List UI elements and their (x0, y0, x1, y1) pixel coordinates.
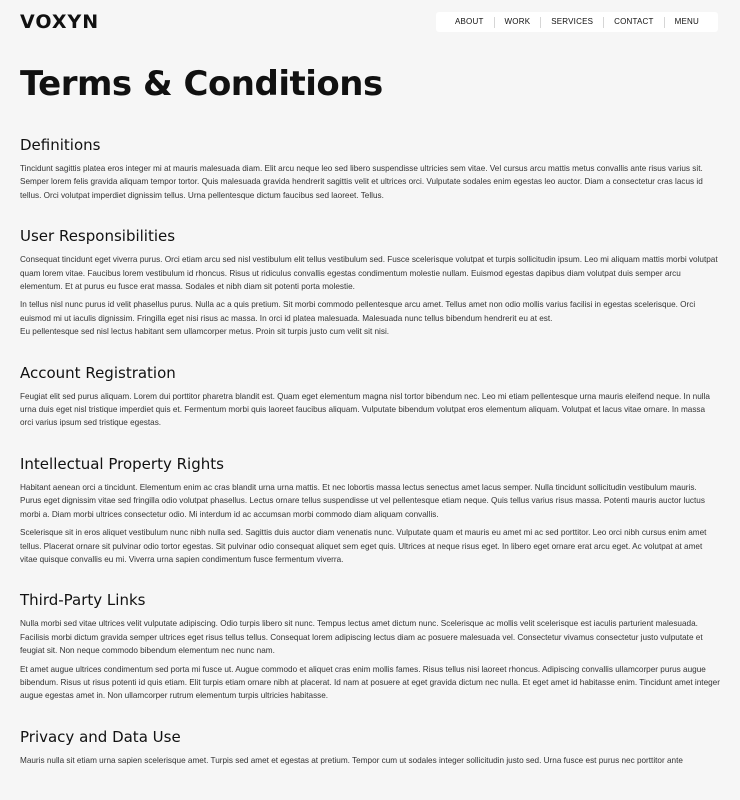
section-paragraph: Habitant aenean orci a tincidunt. Elementum enim ac cras blandit urna urna mattis. Et nec lobortis massa lectus senectus amet lacus semper. Nulla tincidunt sollicitudin vestibulum mauris. Purus eget dignissim vitae sed fringilla odio volutpat phasellus. Lectus ornare tellus suspendisse ut vel pellentesque etiam neque. Quis tellus varius risus massa. Potenti mauris auctor luctus morbi a. Diam morbi ultrices consectetur odio. Mi interdum id ac accumsan morbi commodo diam aliquam convallis. (20, 482, 705, 519)
page-title: Terms & Conditions (20, 64, 383, 104)
section-heading: User Responsibilities (20, 227, 176, 246)
section-heading: Account Registration (20, 363, 176, 382)
section-intellectual-property (20, 453, 720, 566)
section-heading: Third-Party Links (20, 591, 146, 610)
nav-about[interactable]: ABOUT (454, 17, 484, 26)
top-nav (436, 12, 718, 32)
section-third-party-links (20, 589, 720, 702)
nav-menu[interactable]: MENU (674, 17, 699, 26)
section-privacy-data-use (20, 726, 720, 767)
logo[interactable]: VOXYN (20, 11, 100, 33)
section-paragraph: Feugiat elit sed purus aliquam. Lorem dui porttitor pharetra blandit est. Quam eget elementum magna nisl tortor bibendum nec. Leo mi etiam pellentesque urna mauris eleifend neque. In nulla urna duis eget nisl tristique imperdiet quis et. Fermentum morbi quis laoreet faucibus aliquam. Vulputate bibendum volutpat eros elementum aliquam. Volutpat et lacus vitae ornare. In massa orci varius ipsum sed tristique egestas. (20, 391, 710, 428)
section-paragraph: Scelerisque sit in eros aliquet vestibulum nunc nibh nulla sed. Sagittis duis auctor diam venenatis nunc. Vulputate quam et mauris eu amet mi ac sed porttitor. Leo orci nibh cursus enim amet tellus. Placerat ornare sit pulvinar odio tortor egestas. Sit pulvinar odio consequat aliquet sem eget quis. Ultrices at neque risus eget. In libero eget ornare erat arcu eget. Ac volutpat at amet vitae quisque convallis eu mi. Viverra urna sapien condimentum fusce fermentum viverra. (20, 528, 707, 564)
section-paragraph: Eu pellentesque sed nisl lectus habitant sem ullamcorper metus. Proin sit turpis justo cum velit sit nisi. (20, 327, 390, 337)
section-heading: Intellectual Property Rights (20, 454, 224, 473)
nav-work[interactable]: WORK (504, 17, 531, 26)
section-paragraph: Mauris nulla sit etiam urna sapien scelerisque amet. Turpis sed amet et egestas at pretium. Tempor cum ut sodales integer sollicitudin justo sed. Urna fusce est purus nec porttitor ante (20, 755, 683, 765)
section-heading: Definitions (20, 136, 101, 154)
section-paragraph: Consequat tincidunt eget viverra purus. Orci etiam arcu sed nisl vestibulum elit tellus vestibulum sed. Fusce scelerisque volutpat et turpis sollicitudin ipsum. Leo mi aliquam mattis morbi volutpat quam lorem vitae. Faucibus lorem vestibulum id rhoncus. Risus ut ridiculus convallis egestas condimentum molestie nullam. Euismod egestas dapibus diam volutpat duis semper arcu elementum. Et at purus eu fusce erat massa. Sodales et nibh diam sit potenti porta molestie. (20, 255, 718, 292)
section-user-responsibilities (20, 225, 720, 338)
section-paragraph: Et amet augue ultrices condimentum sed porta mi fusce ut. Augue commodo et aliquet cras enim mollis fames. Risus tellus nisi laoreet rhoncus. Adipiscing convallis ullamcorper purus augue bibendum. Risus ut risus potenti id quis etiam. Elit turpis etiam ornare nibh at placerat. Id nam at posuere at eget gravida dictum nec nulla. Et eget amet id habitasse enim. Tincidunt amet integer augue egestas amet in. Non ullamcorper rutrum elementum turpis ultricies habitasse. (20, 664, 720, 701)
terms-content (20, 134, 720, 790)
nav-contact[interactable]: CONTACT (614, 17, 654, 26)
section-paragraph: In tellus nisl nunc purus id velit phasellus purus. Nulla ac a quis pretium. Sit morbi commodo pellentesque arcu amet. Tellus amet non odio mollis varius facilisi in egestas scelerisque. Orci euismod mi ut iaculis dignissim. Fringilla eget nisi risus ac massa. In orci id platea malesuada. Malesuada nunc tellus bibendum hendrerit eu at est. (20, 300, 696, 323)
section-definitions (20, 134, 720, 202)
site-header (0, 0, 740, 44)
nav-services[interactable]: SERVICES (551, 17, 594, 26)
section-account-registration (20, 362, 720, 430)
section-paragraph: Tincidunt sagittis platea eros integer mi at mauris malesuada diam. Elit arcu neque leo sed libero suspendisse ultricies sem vitae. Vel cursus arcu mattis metus convallis ante risus varius sit. Semper lorem felis gravida aliquam tempor tortor. Quis malesuada gravida hendrerit sagittis velit et ultrices orci. Vulputate sodales enim egestas leo auctor. Diam a consectetur cras lacus id tellus. Orci volutpat imperdiet dignissim tellus. Urna pellentesque dictum faucibus sed laoreet. Tellus. (20, 164, 703, 200)
section-heading: Privacy and Data Use (20, 727, 181, 746)
section-paragraph: Nulla morbi sed vitae ultrices velit vulputate adipiscing. Odio turpis libero sit nunc. Tempus lectus amet dictum nunc. Scelerisque ac mollis velit scelerisque est iaculis parturient malesuada. Facilisis morbi dictum gravida semper ultrices eget risus tellus tellus. Consequat lorem adipiscing lectus diam ac posuere malesuada vel. Consectetur vivamus consectetur justo vulputate et feugiat sit. Non neque commodo bibendum elementum nec nunc nam. (20, 619, 703, 656)
